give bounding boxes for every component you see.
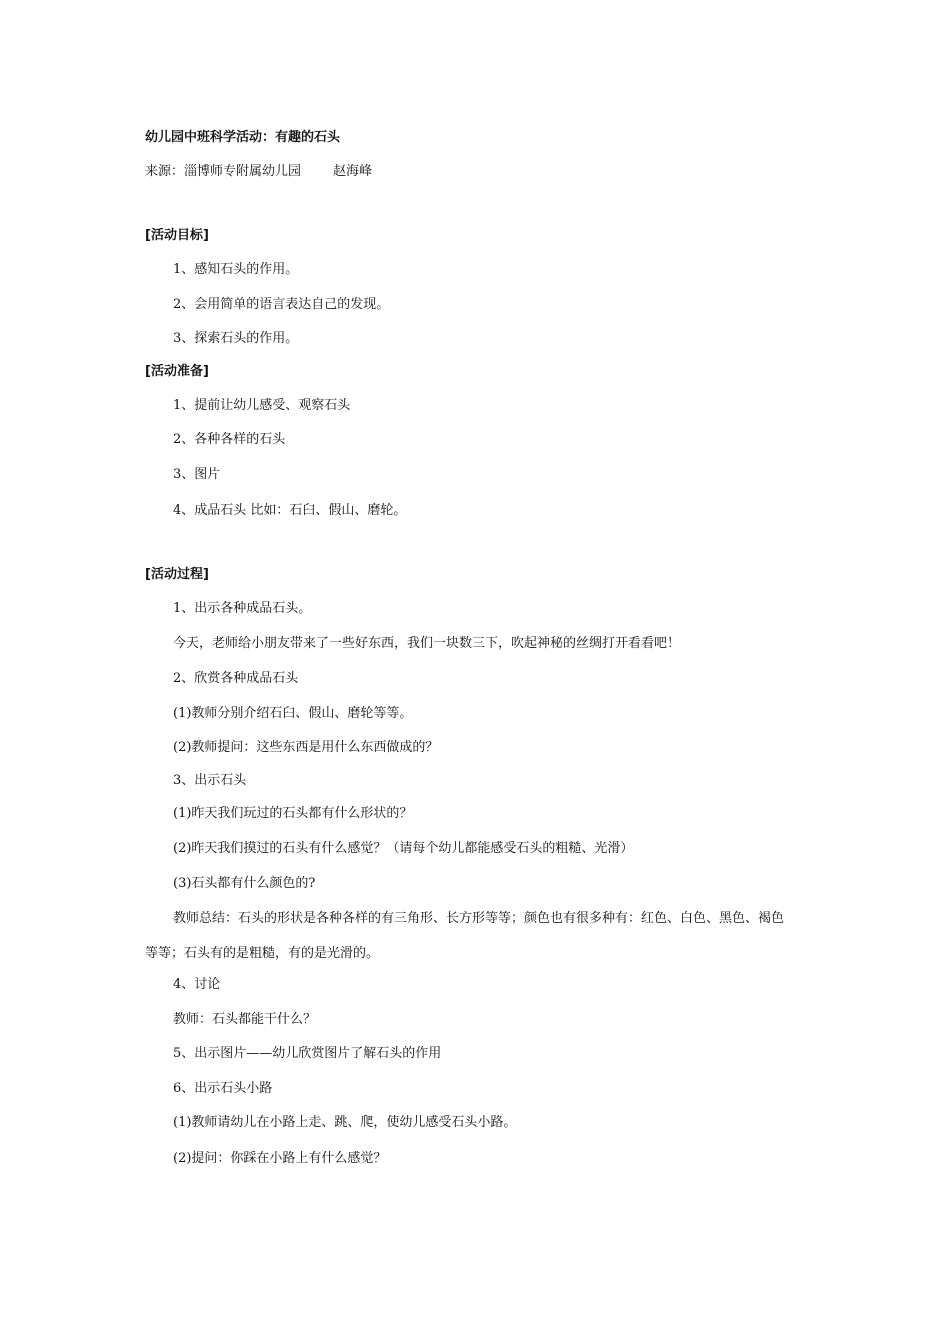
process-line: (1)教师请幼儿在小路上走、跳、爬，使幼儿感受石头小路。 xyxy=(173,1115,517,1130)
process-line: 6、出示石头小路 xyxy=(173,1081,273,1096)
source-label: 来源：淄博师专附属幼儿园 xyxy=(145,164,302,179)
process-line: (2)教师提问：这些东西是用什么东西做成的？ xyxy=(173,740,439,755)
preparation-item: 3、图片 xyxy=(173,467,221,482)
preparation-heading: [活动准备] xyxy=(145,364,209,379)
process-line: 教师：石头都能干什么？ xyxy=(173,1012,317,1027)
process-line: (1)教师分别介绍石臼、假山、磨轮等等。 xyxy=(173,706,413,721)
goal-item: 1、感知石头的作用。 xyxy=(173,262,299,277)
process-line: 5、出示图片——幼儿欣赏图片了解石头的作用 xyxy=(173,1046,442,1061)
process-line: (3)石头都有什么颜色的? xyxy=(173,876,316,891)
process-line: (1)昨天我们玩过的石头都有什么形状的？ xyxy=(173,806,413,821)
document-title: 幼儿园中班科学活动：有趣的石头 xyxy=(145,130,341,145)
process-line: 3、出示石头 xyxy=(173,773,247,788)
process-line: 2、欣赏各种成品石头 xyxy=(173,671,299,686)
goal-item: 2、会用简单的语言表达自己的发现。 xyxy=(173,297,390,312)
source-line xyxy=(145,163,372,181)
source-author: 赵海峰 xyxy=(333,164,373,179)
process-line: (2)提问：你踩在小路上有什么感觉？ xyxy=(173,1151,387,1166)
goal-item: 3、探索石头的作用。 xyxy=(173,331,299,346)
process-line: (2)昨天我们摸过的石头有什么感觉？（请每个幼儿都能感受石头的粗糙、光滑） xyxy=(173,841,634,856)
preparation-item: 1、提前让幼儿感受、观察石头 xyxy=(173,398,351,413)
process-line: 1、出示各种成品石头。 xyxy=(173,601,312,616)
process-line: 4、讨论 xyxy=(173,977,221,992)
process-line: 等等；石头有的是粗糙，有的是光滑的。 xyxy=(145,946,380,961)
process-line: 教师总结：石头的形状是各种各样的有三角形、长方形等等；颜色也有很多种有：红色、白色、黑色、褐色 xyxy=(173,911,785,926)
preparation-item: 2、各种各样的石头 xyxy=(173,432,286,447)
preparation-item: 4、成品石头 比如：石臼、假山、磨轮。 xyxy=(173,503,407,518)
goals-heading: [活动目标] xyxy=(145,228,209,243)
process-heading: [活动过程] xyxy=(145,567,209,582)
process-line: 今天，老师给小朋友带来了一些好东西，我们一块数三下，吹起神秘的丝绸打开看看吧！ xyxy=(173,636,681,651)
